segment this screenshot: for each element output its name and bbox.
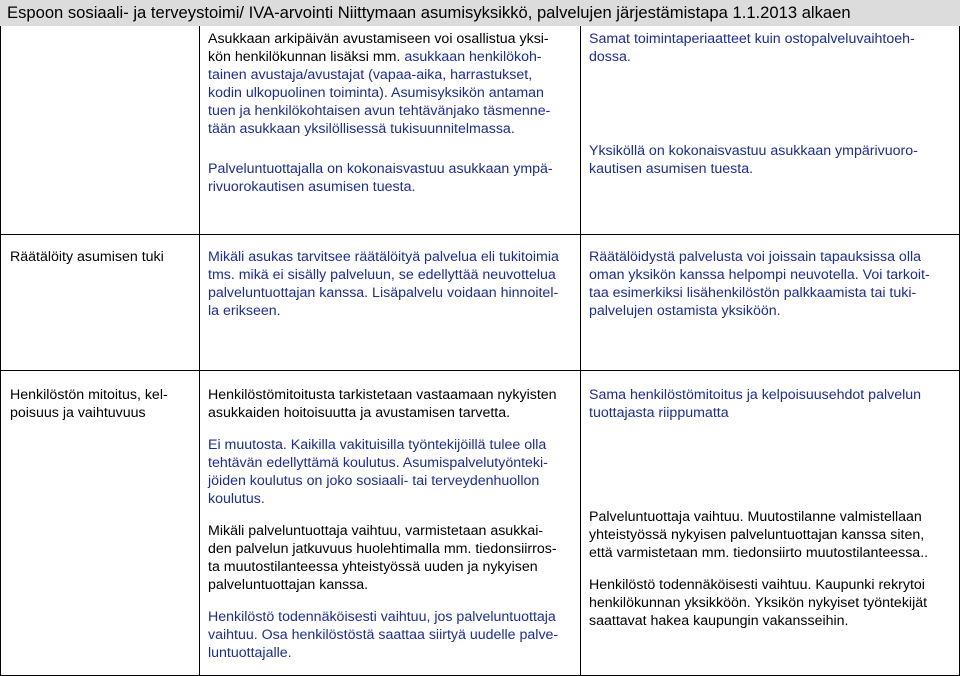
row1-middle-paragraph-1: [208, 30, 578, 138]
row3-left-cell: [10, 386, 195, 422]
row3-middle-paragraph-2: Ei muutosta. Kaikilla vakituisilla työntekijöillä tulee olla tehtävän edellyttämä koulutus. Asumispalvelutyönteki- jöiden koulutus on joko sosiaali- tai terveydenhuollon koulutus.: [208, 437, 548, 507]
row3-middle-paragraph-4: Henkilöstö todennäköisesti vaihtuu, jos palveluntuottaja vaihtuu. Osa henkilöstöstä saattaa siirtyä uudelle palve- luntuottajalle.: [208, 609, 559, 661]
row1-right-cell: [589, 30, 954, 178]
row3-middle-cell: [208, 386, 578, 662]
row1-right-paragraph-1: Samat toimintaperiaatteet kuin ostopalveluvaihtoeh- dossa.: [589, 31, 915, 65]
row1-middle-text-blue: asukkaan henkilökoh- tainen avustaja/avustajat (vapaa-aika, harrastukset, kodin ulkopuolinen toiminta). Asumisyksikön antaman tuen ja henkilökohtaisen avun tehtävänjako täsmenne- tään asukkaan yksilöllisessä tukisuunnitelmassa.: [208, 49, 551, 137]
header-title: Espoon sosiaali- ja terveystoimi/ IVA-arvointi Niittymaan asumisyksikkö, palvelujen järjestämistapa 1.1.2013 alkaen: [7, 3, 851, 22]
row3-right-paragraph-1: Sama henkilöstömitoitus ja kelpoisuusehdot palvelun tuottajasta riippumatta: [589, 387, 922, 421]
row3-right-paragraph-4: Henkilöstö todennäköisesti vaihtuu. Kaupunki rekrytoi henkilökunnan yksikköön. Yksikön nykyiset työntekijät saattavat hakea kaupungin vakansseihin.: [589, 577, 928, 629]
row2-middle-cell: [208, 248, 578, 320]
row1-right-paragraph-2: Yksiköllä on kokonaisvastuu asukkaan ympärivuoro- kautisen asumisen tuesta.: [589, 143, 918, 177]
row2-right-text: Räätälöidystä palvelusta voi joissain tapauksissa olla oman yksikön kanssa helpompi neuvotella. Voi tarkoit- taa esimerkiksi lisähenkilöstön palkkaamista tai tuki- palvelujen ostamista yksiköön.: [589, 249, 930, 319]
row2-middle-text: Mikäli asukas tarvitsee räätälöityä palvelua eli tukitoimia tms. mikä ei sisälly palveluun, se edellyttää neuvottelua palveluntuottajan kanssa. Lisäpalvelu voidaan hinnoitel- la erikseen.: [208, 249, 559, 319]
row3-middle-paragraph-1: Henkilöstömitoitusta tarkistetaan vastaamaan nykyisten asukkaiden hoitoisuutta ja avustamisen tarvetta.: [208, 387, 557, 421]
row2-right-cell: [589, 248, 954, 320]
row3-left-heading: Henkilöstön mitoitus, kel- poisuus ja vaihtuvuus: [10, 387, 168, 421]
row3-right-cell: [589, 386, 954, 630]
row-divider-1: [0, 234, 960, 235]
row2-left-heading: Räätälöity asumisen tuki: [10, 249, 164, 265]
row3-right-paragraph-3: Palveluntuottaja vaihtuu. Muutostilanne valmistellaan yhteistyössä nykyisen palveluntuottajan kanssa siten, että varmistetaan mm. tiedonsiirto muutostilanteessa..: [589, 509, 929, 561]
column-divider-2: [580, 26, 581, 676]
column-divider-1: [199, 26, 200, 676]
row2-left-cell: [10, 248, 195, 266]
row3-middle-paragraph-3: Mikäli palveluntuottaja vaihtuu, varmistetaan asukkai- den palvelun jatkuvuus huolehtimalla mm. tiedonsiirros- ta muutostilanteessa yhteistyössä uuden ja nykyisen palveluntuottajan kanssa.: [208, 523, 557, 593]
row1-middle-text-black: Asukkaan arkipäivän avustamiseen voi osallistua yksi- kön henkilökunnan lisäksi mm.: [208, 31, 549, 65]
table-border-left: [0, 26, 1, 676]
row1-middle-paragraph-2: Palveluntuottajalla on kokonaisvastuu asukkaan ympä- rivuorokautisen asumisen tuesta.: [208, 161, 553, 195]
row1-middle-cell: [208, 30, 578, 196]
row-divider-2: [0, 370, 960, 371]
